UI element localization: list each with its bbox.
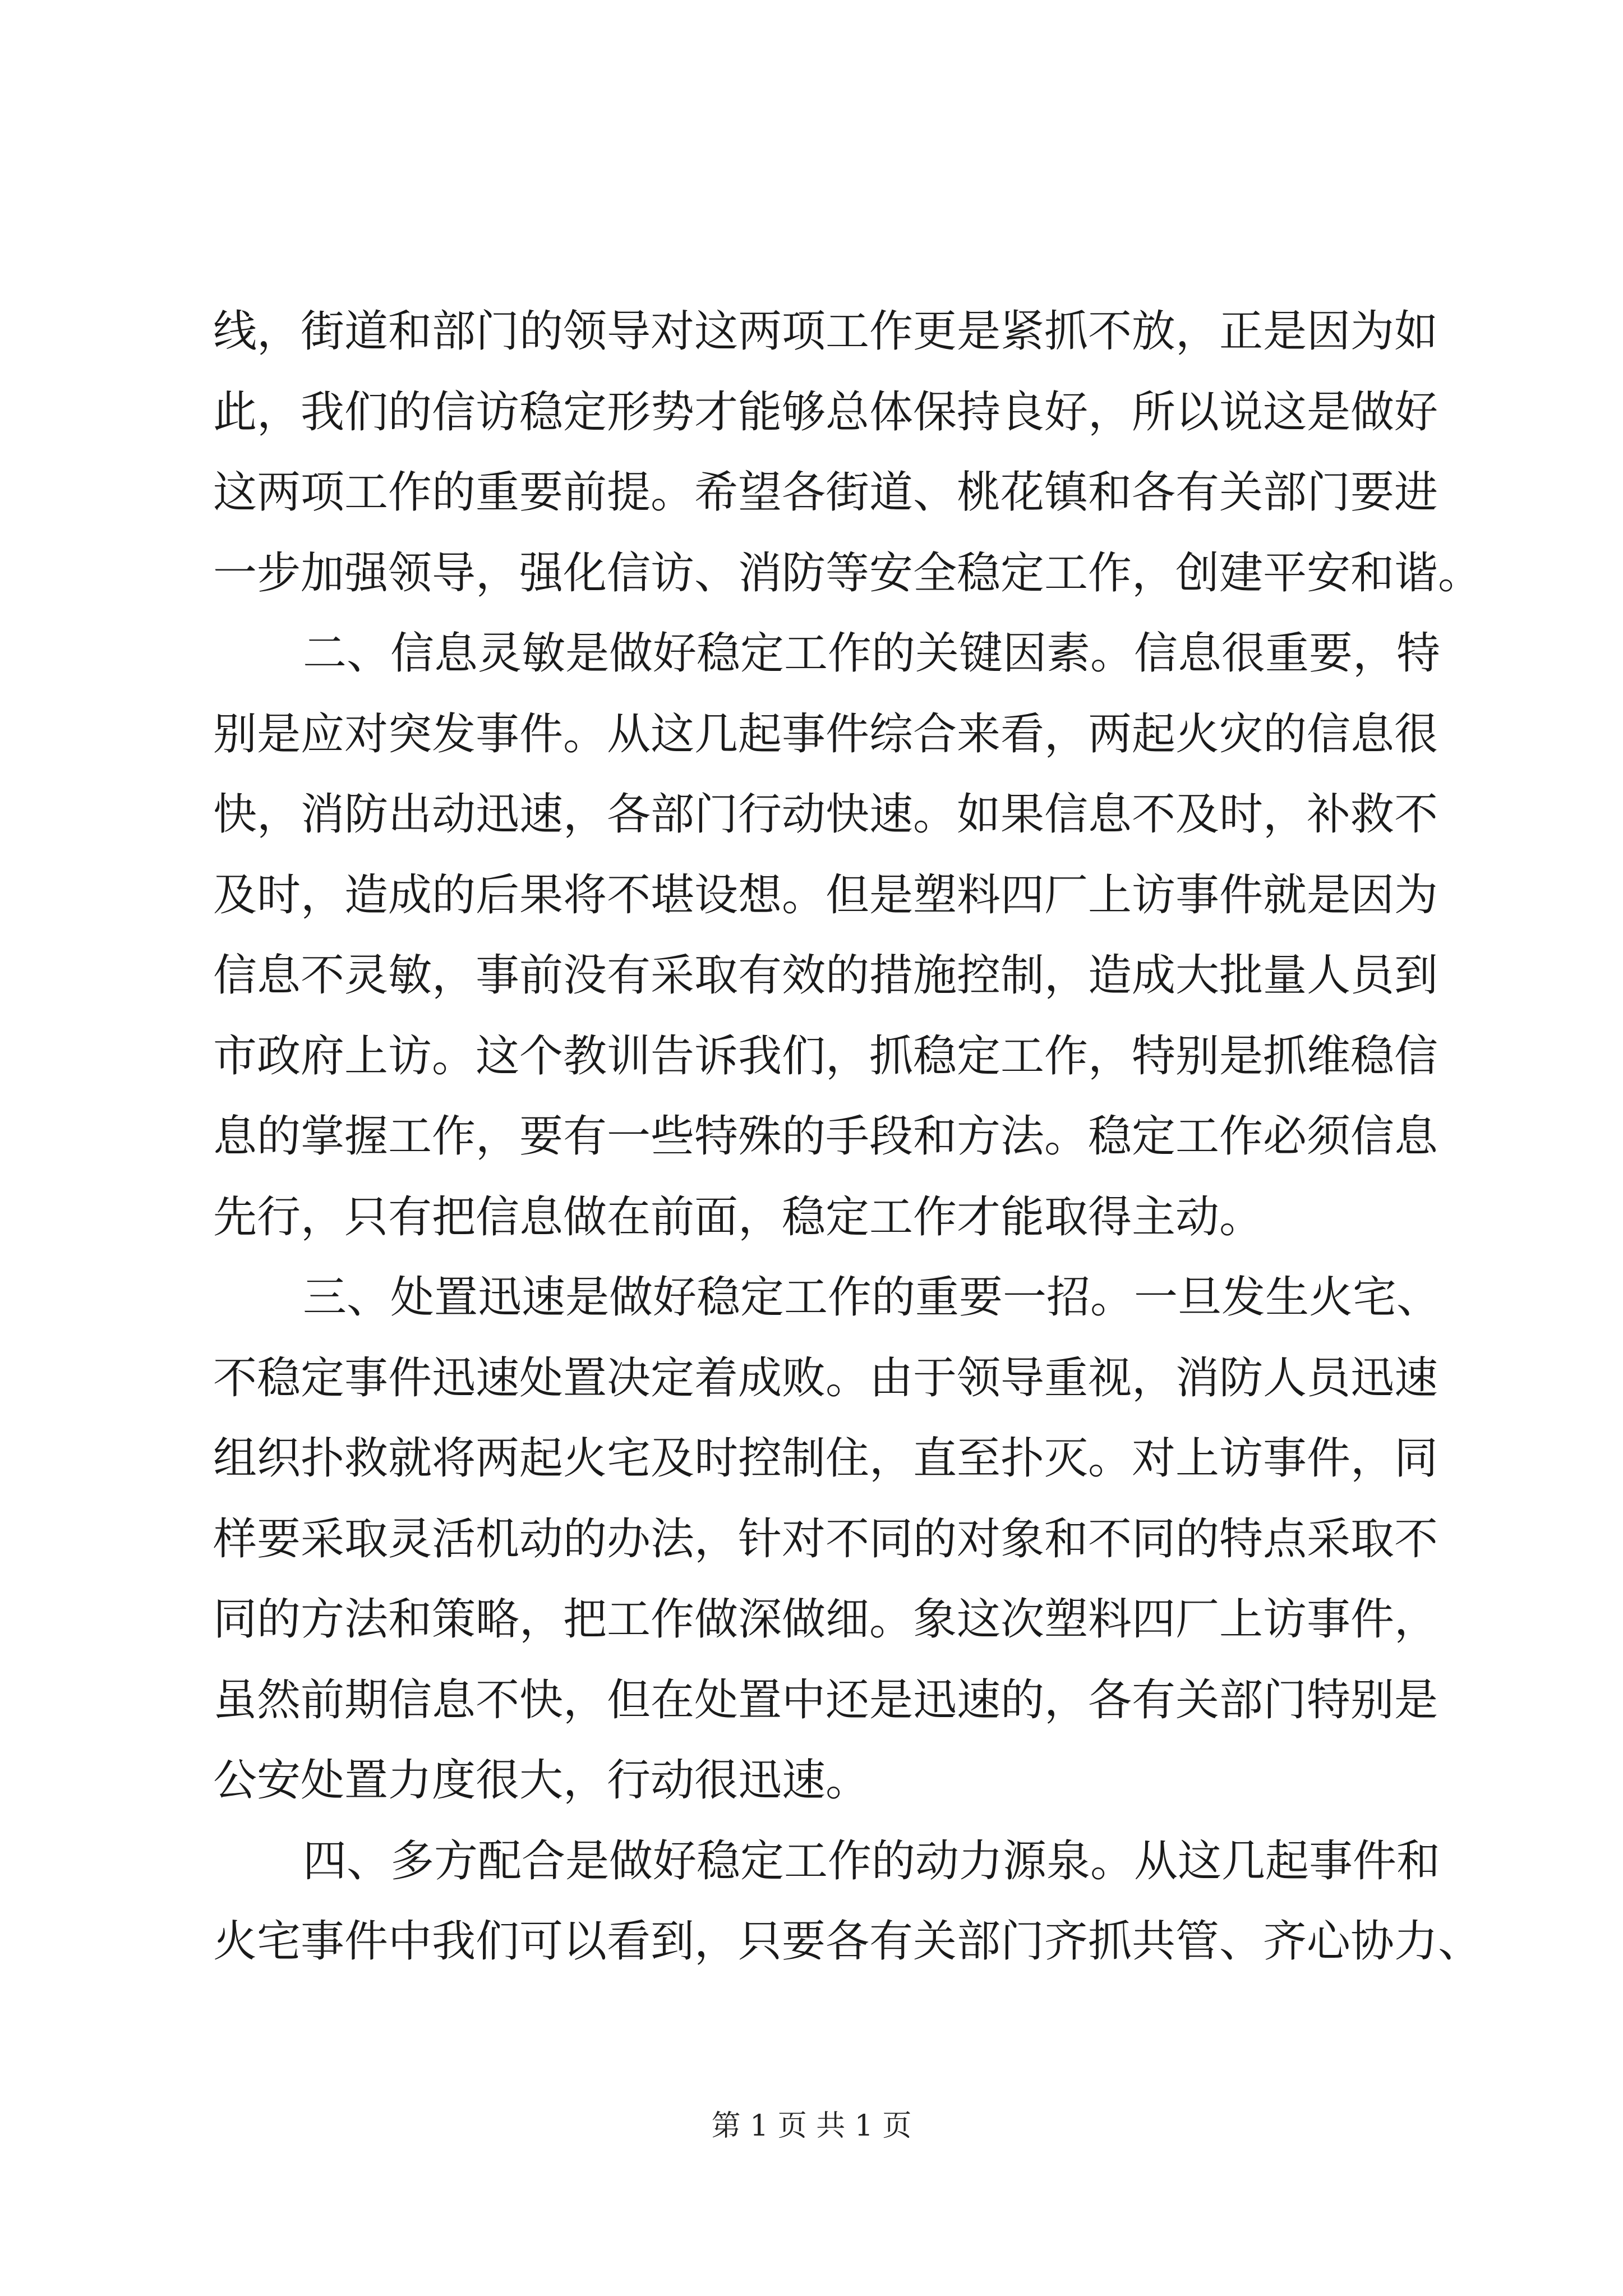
text-line: 线，街道和部门的领导对这两项工作更是紧抓不放，正是因为如 bbox=[213, 306, 1438, 357]
body-text bbox=[213, 292, 1482, 1982]
text-line: 同的方法和策略，把工作做深做细。象这次塑料四厂上访事件， bbox=[213, 1594, 1438, 1645]
text-line: 样要采取灵活机动的办法，针对不同的对象和不同的特点采取不 bbox=[213, 1513, 1438, 1565]
text-line: 三、处置迅速是做好稳定工作的重要一招。一旦发生火宅、 bbox=[303, 1272, 1441, 1323]
page-footer: 第 1 页 共 1 页 bbox=[711, 2109, 912, 2143]
text-line: 四、多方配合是做好稳定工作的动力源泉。从这几起事件和 bbox=[303, 1835, 1441, 1887]
text-line: 不稳定事件迅速处置决定着成败。由于领导重视，消防人员迅速 bbox=[213, 1352, 1438, 1404]
text-line: 这两项工作的重要前提。希望各街道、桃花镇和各有关部门要进 bbox=[213, 467, 1438, 518]
text-line: 虽然前期信息不快，但在处置中还是迅速的，各有关部门特别是 bbox=[213, 1674, 1438, 1726]
text-line: 市政府上访。这个教训告诉我们，抓稳定工作，特别是抓维稳信 bbox=[213, 1030, 1438, 1082]
text-line: 信息不灵敏，事前没有采取有效的措施控制，造成大批量人员到 bbox=[213, 950, 1438, 1001]
text-line: 先行，只有把信息做在前面，稳定工作才能取得主动。 bbox=[213, 1191, 1264, 1243]
text-line: 息的掌握工作，要有一些特殊的手段和方法。稳定工作必须信息 bbox=[213, 1111, 1438, 1162]
text-line: 此，我们的信访稳定形势才能够总体保持良好，所以说这是做好 bbox=[213, 386, 1438, 438]
text-line: 二、信息灵敏是做好稳定工作的关键因素。信息很重要，特 bbox=[303, 628, 1441, 679]
text-line: 别是应对突发事件。从这几起事件综合来看，两起火灾的信息很 bbox=[213, 708, 1438, 760]
text-line: 组织扑救就将两起火宅及时控制住，直至扑灭。对上访事件，同 bbox=[213, 1433, 1438, 1484]
text-line: 及时，造成的后果将不堪设想。但是塑料四厂上访事件就是因为 bbox=[213, 869, 1438, 921]
text-line: 公安处置力度很大，行动很迅速。 bbox=[213, 1755, 870, 1806]
text-line: 火宅事件中我们可以看到，只要各有关部门齐抓共管、齐心协力、 bbox=[213, 1916, 1482, 1967]
text-line: 快，消防出动迅速，各部门行动快速。如果信息不及时，补救不 bbox=[213, 789, 1438, 840]
text-line: 一步加强领导，强化信访、消防等安全稳定工作，创建平安和谐。 bbox=[213, 547, 1482, 599]
